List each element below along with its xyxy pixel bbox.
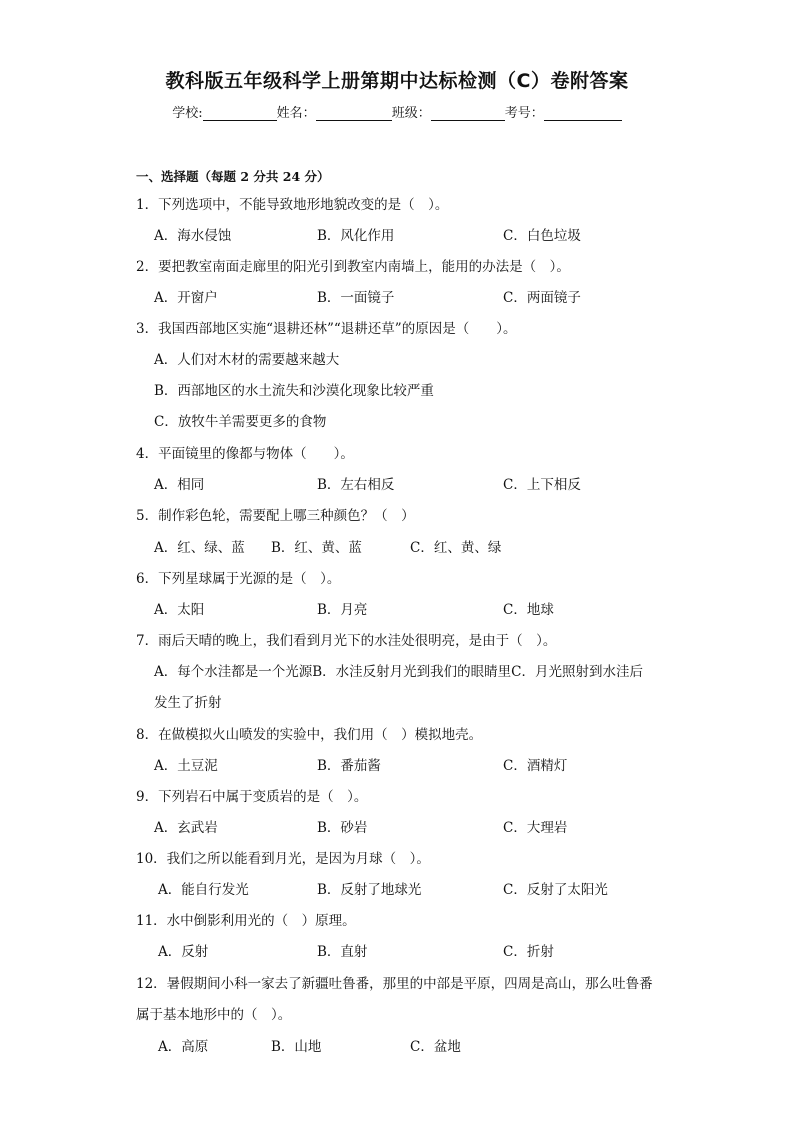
question-12-continued: 属于基本地形中的（ ）。	[136, 1007, 292, 1023]
school-label: 学校:	[172, 106, 203, 121]
number-label: 考号：	[504, 106, 544, 121]
q3-option-c: C．放牧牛羊需要更多的食物	[154, 414, 327, 430]
q10-option-b: B．反射了地球光	[317, 882, 422, 898]
student-info-row	[0, 102, 794, 121]
school-blank[interactable]	[203, 106, 277, 121]
q6-option-c: C．地球	[503, 602, 554, 618]
q9-option-a: A．玄武岩	[154, 820, 218, 836]
q11-option-c: C．折射	[503, 944, 554, 960]
q10-option-a: A．能自行发光	[158, 882, 249, 898]
question-9: 9．下列岩石中属于变质岩的是（ ）。	[136, 789, 368, 805]
q2-option-a: A．开窗户	[154, 290, 218, 306]
q9-option-b: B．砂岩	[317, 820, 368, 836]
question-7: 7．雨后天晴的晚上，我们看到月光下的水洼处很明亮，是由于（ ）。	[136, 633, 557, 649]
question-4: 4．平面镜里的像都与物体（ ）。	[136, 446, 354, 462]
section-title: 一、选择题（每题 2 分共 24 分）	[136, 169, 330, 184]
question-10: 10．我们之所以能看到月光，是因为月球（ ）。	[136, 851, 430, 867]
q10-option-c: C．反射了太阳光	[503, 882, 608, 898]
q4-option-c: C．上下相反	[503, 477, 581, 493]
question-6: 6．下列星球属于光源的是（ ）。	[136, 571, 341, 587]
q8-option-c: C．酒精灯	[503, 758, 568, 774]
q2-option-b: B．一面镜子	[317, 290, 395, 306]
q2-option-c: C．两面镜子	[503, 290, 581, 306]
q7-options-continued: 发生了折射	[154, 695, 222, 711]
q11-option-a: A．反射	[158, 944, 209, 960]
question-2: 2．要把教室南面走廊里的阳光引到教室内南墙上，能用的办法是（ ）。	[136, 259, 570, 275]
q12-option-b: B．山地	[271, 1039, 322, 1055]
q7-options-line: A．每个水洼都是一个光源B．水洼反射月光到我们的眼睛里C．月光照射到水洼后	[154, 664, 643, 680]
q8-option-b: B．番茄酱	[317, 758, 381, 774]
q8-option-a: A．土豆泥	[154, 758, 218, 774]
q12-option-c: C．盆地	[410, 1039, 461, 1055]
q1-option-b: B．风化作用	[317, 228, 395, 244]
q5-option-a: A．红、绿、蓝	[154, 540, 245, 556]
q3-option-a: A．人们对木材的需要越来越大	[154, 352, 340, 368]
q5-option-b: B．红、黄、蓝	[271, 540, 362, 556]
q3-option-b: B．西部地区的水土流失和沙漠化现象比较严重	[154, 383, 434, 399]
document-title: 教科版五年级科学上册第期中达标检测（C）卷附答案	[165, 70, 629, 92]
q1-option-c: C．白色垃圾	[503, 228, 581, 244]
q1-option-a: A．海水侵蚀	[154, 228, 232, 244]
q9-option-c: C．大理岩	[503, 820, 568, 836]
question-11: 11．水中倒影利用光的（ ）原理。	[136, 913, 356, 929]
name-blank[interactable]	[316, 106, 392, 121]
class-blank[interactable]	[431, 106, 505, 121]
q11-option-b: B．直射	[317, 944, 368, 960]
question-3: 3．我国西部地区实施“退耕还林”“退耕还草”的原因是（ ）。	[136, 321, 517, 337]
q4-option-a: A．相同	[154, 477, 205, 493]
question-1: 1．下列选项中，不能导致地形地貌改变的是（ ）。	[136, 197, 449, 213]
q5-option-c: C．红、黄、绿	[410, 540, 502, 556]
question-8: 8．在做模拟火山喷发的实验中，我们用（ ）模拟地壳。	[136, 727, 483, 743]
question-12: 12．暑假期间小科一家去了新疆吐鲁番，那里的中部是平原，四周是高山，那么吐鲁番	[136, 976, 653, 992]
number-blank[interactable]	[544, 106, 622, 121]
q12-option-a: A．高原	[158, 1039, 209, 1055]
q6-option-b: B．月亮	[317, 602, 368, 618]
q6-option-a: A．太阳	[154, 602, 205, 618]
q4-option-b: B．左右相反	[317, 477, 395, 493]
question-5: 5．制作彩色轮，需要配上哪三种颜色？（ ）	[136, 508, 415, 524]
name-label: 姓名：	[276, 106, 316, 121]
class-label: 班级：	[391, 106, 431, 121]
